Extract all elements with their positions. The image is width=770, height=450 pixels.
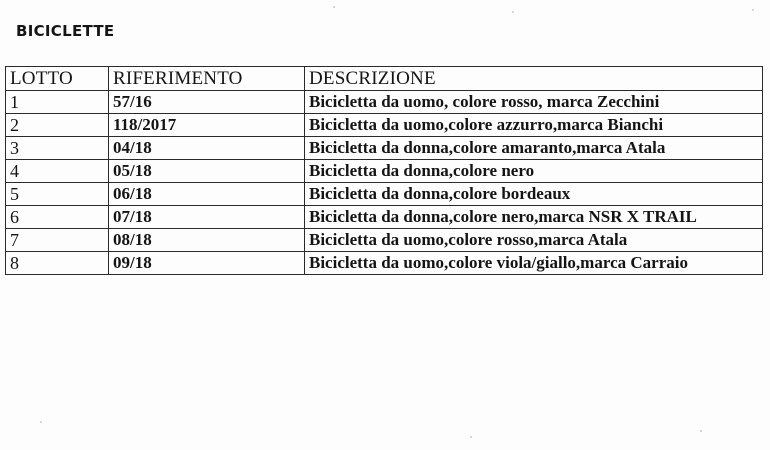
table-row	[6, 137, 763, 160]
cell-riferimento: 07/18	[109, 206, 305, 229]
cell-descrizione: Bicicletta da donna,colore nero	[305, 160, 763, 183]
cell-riferimento: 04/18	[109, 137, 305, 160]
cell-riferimento: 06/18	[109, 183, 305, 206]
header-riferimento: RIFERIMENTO	[109, 67, 305, 91]
cell-lotto: 1	[6, 91, 109, 114]
cell-lotto: 7	[6, 229, 109, 252]
cell-lotto: 5	[6, 183, 109, 206]
cell-descrizione: Bicicletta da uomo,colore viola/giallo,marca Carraio	[305, 252, 763, 275]
cell-lotto: 6	[6, 206, 109, 229]
table-header-row	[6, 67, 763, 91]
cell-descrizione: Bicicletta da donna,colore nero,marca NSR X TRAIL	[305, 206, 763, 229]
scan-speck	[470, 436, 472, 438]
table-row	[6, 183, 763, 206]
header-descrizione: DESCRIZIONE	[305, 67, 763, 91]
table-row	[6, 229, 763, 252]
cell-descrizione: Bicicletta da uomo,colore rosso,marca Atala	[305, 229, 763, 252]
cell-lotto: 3	[6, 137, 109, 160]
bicycle-lots-table	[5, 66, 763, 275]
table-row	[6, 160, 763, 183]
scan-speck	[752, 9, 754, 11]
scan-speck	[700, 430, 702, 432]
table-row	[6, 114, 763, 137]
header-lotto: LOTTO	[6, 67, 109, 91]
cell-descrizione: Bicicletta da uomo, colore rosso, marca Zecchini	[305, 91, 763, 114]
cell-lotto: 4	[6, 160, 109, 183]
cell-descrizione: Bicicletta da uomo,colore azzurro,marca Bianchi	[305, 114, 763, 137]
cell-lotto: 8	[6, 252, 109, 275]
scan-speck	[333, 6, 335, 8]
cell-riferimento: 57/16	[109, 91, 305, 114]
cell-riferimento: 05/18	[109, 160, 305, 183]
table-row	[6, 91, 763, 114]
scan-speck	[40, 421, 42, 423]
cell-riferimento: 08/18	[109, 229, 305, 252]
table-row	[6, 252, 763, 275]
table-row	[6, 206, 763, 229]
cell-riferimento: 09/18	[109, 252, 305, 275]
cell-descrizione: Bicicletta da donna,colore amaranto,marca Atala	[305, 137, 763, 160]
scan-speck	[512, 11, 514, 13]
document-title: BICICLETTE	[16, 22, 115, 40]
cell-lotto: 2	[6, 114, 109, 137]
cell-riferimento: 118/2017	[109, 114, 305, 137]
cell-descrizione: Bicicletta da donna,colore bordeaux	[305, 183, 763, 206]
